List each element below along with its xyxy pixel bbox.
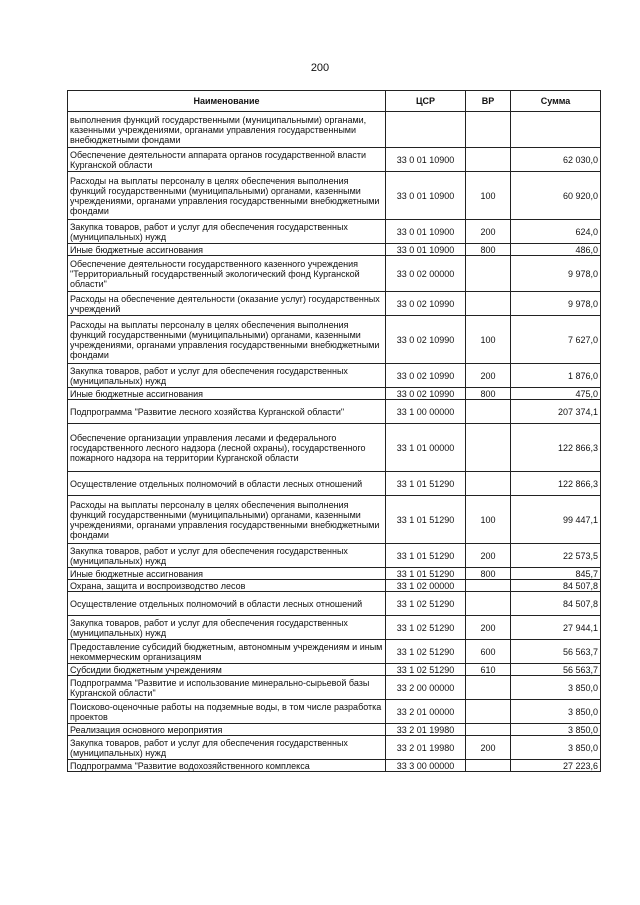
cell-csr: 33 1 01 00000	[386, 424, 466, 472]
table-row	[68, 676, 601, 700]
table-row	[68, 400, 601, 424]
cell-csr: 33 0 02 10990	[386, 364, 466, 388]
cell-vr: 200	[466, 364, 511, 388]
cell-name: Подпрограмма "Развитие водохозяйственного комплекса	[68, 760, 386, 772]
cell-sum: 84 507,8	[511, 580, 601, 592]
cell-csr: 33 0 01 10900	[386, 244, 466, 256]
table-row	[68, 760, 601, 772]
cell-csr: 33 1 02 51290	[386, 640, 466, 664]
cell-csr: 33 2 00 00000	[386, 676, 466, 700]
cell-csr: 33 1 02 00000	[386, 580, 466, 592]
table-row	[68, 112, 601, 148]
cell-csr: 33 1 02 51290	[386, 664, 466, 676]
table-body	[68, 112, 601, 772]
cell-csr: 33 2 01 19980	[386, 736, 466, 760]
cell-csr: 33 1 01 51290	[386, 568, 466, 580]
table-row	[68, 544, 601, 568]
table-header-row	[68, 91, 601, 112]
table-row	[68, 736, 601, 760]
cell-sum: 56 563,7	[511, 664, 601, 676]
cell-sum	[511, 112, 601, 148]
table-row	[68, 256, 601, 292]
cell-csr: 33 0 02 10990	[386, 292, 466, 316]
cell-sum: 845,7	[511, 568, 601, 580]
cell-vr	[466, 472, 511, 496]
cell-sum: 99 447,1	[511, 496, 601, 544]
table-row	[68, 616, 601, 640]
cell-sum: 27 223,6	[511, 760, 601, 772]
table-row	[68, 664, 601, 676]
cell-sum: 3 850,0	[511, 724, 601, 736]
cell-name: Закупка товаров, работ и услуг для обеспечения государственных (муниципальных) нужд	[68, 544, 386, 568]
header-vr: ВР	[466, 91, 511, 112]
table-row	[68, 220, 601, 244]
cell-name: Иные бюджетные ассигнования	[68, 388, 386, 400]
cell-csr: 33 0 02 00000	[386, 256, 466, 292]
table-row	[68, 640, 601, 664]
cell-name: Иные бюджетные ассигнования	[68, 244, 386, 256]
cell-vr: 600	[466, 640, 511, 664]
cell-sum: 7 627,0	[511, 316, 601, 364]
cell-csr: 33 0 01 10900	[386, 172, 466, 220]
cell-vr	[466, 760, 511, 772]
table-row	[68, 496, 601, 544]
cell-name: Закупка товаров, работ и услуг для обеспечения государственных (муниципальных) нужд	[68, 364, 386, 388]
cell-name: Обеспечение организации управления лесами и федерального государственного лесного надзора (лесной охраны), государственного пожарного надзора на территории Курганской области	[68, 424, 386, 472]
cell-name: Охрана, защита и воспроизводство лесов	[68, 580, 386, 592]
cell-sum: 3 850,0	[511, 700, 601, 724]
table-row	[68, 172, 601, 220]
cell-vr	[466, 592, 511, 616]
header-csr: ЦСР	[386, 91, 466, 112]
cell-csr: 33 3 00 00000	[386, 760, 466, 772]
header-sum: Сумма	[511, 91, 601, 112]
cell-sum: 84 507,8	[511, 592, 601, 616]
cell-sum: 624,0	[511, 220, 601, 244]
cell-name: Расходы на обеспечение деятельности (оказание услуг) государственных учреждений	[68, 292, 386, 316]
cell-vr: 800	[466, 244, 511, 256]
table-row	[68, 364, 601, 388]
cell-vr	[466, 256, 511, 292]
cell-vr: 100	[466, 316, 511, 364]
cell-csr: 33 1 01 51290	[386, 472, 466, 496]
cell-vr: 800	[466, 388, 511, 400]
cell-vr	[466, 148, 511, 172]
header-name: Наименование	[68, 91, 386, 112]
cell-csr: 33 1 02 51290	[386, 616, 466, 640]
cell-name: Субсидии бюджетным учреждениям	[68, 664, 386, 676]
cell-csr: 33 1 02 51290	[386, 592, 466, 616]
cell-name: Поисково-оценочные работы на подземные воды, в том числе разработка проектов	[68, 700, 386, 724]
cell-vr: 200	[466, 616, 511, 640]
cell-csr: 33 0 01 10900	[386, 220, 466, 244]
table-row	[68, 568, 601, 580]
table-row	[68, 388, 601, 400]
cell-csr: 33 0 02 10990	[386, 388, 466, 400]
cell-csr: 33 1 00 00000	[386, 400, 466, 424]
table-row	[68, 244, 601, 256]
cell-vr: 200	[466, 736, 511, 760]
cell-name: Закупка товаров, работ и услуг для обеспечения государственных (муниципальных) нужд	[68, 736, 386, 760]
cell-name: Закупка товаров, работ и услуг для обеспечения государственных (муниципальных) нужд	[68, 616, 386, 640]
cell-name: Подпрограмма "Развитие и использование минерально-сырьевой базы Курганской области"	[68, 676, 386, 700]
cell-name: Иные бюджетные ассигнования	[68, 568, 386, 580]
cell-vr: 800	[466, 568, 511, 580]
table-row	[68, 292, 601, 316]
cell-name: Закупка товаров, работ и услуг для обеспечения государственных (муниципальных) нужд	[68, 220, 386, 244]
cell-sum: 27 944,1	[511, 616, 601, 640]
table-row	[68, 592, 601, 616]
cell-sum: 122 866,3	[511, 472, 601, 496]
cell-sum: 475,0	[511, 388, 601, 400]
cell-vr: 610	[466, 664, 511, 676]
table-row	[68, 724, 601, 736]
cell-sum: 56 563,7	[511, 640, 601, 664]
cell-vr	[466, 700, 511, 724]
cell-vr	[466, 424, 511, 472]
cell-name: Реализация основного мероприятия	[68, 724, 386, 736]
cell-sum: 486,0	[511, 244, 601, 256]
table-row	[68, 700, 601, 724]
cell-sum: 207 374,1	[511, 400, 601, 424]
cell-name: Расходы на выплаты персоналу в целях обеспечения выполнения функций государственными (муниципальными) органами, казенными учреждениями, органами управления государственными внебюджетными фондами	[68, 496, 386, 544]
cell-sum: 9 978,0	[511, 292, 601, 316]
cell-vr	[466, 400, 511, 424]
cell-name: выполнения функций государственными (муниципальными) органами, казенными учреждениями, органами управления государственными внебюджетными фондами	[68, 112, 386, 148]
cell-name: Осуществление отдельных полномочий в области лесных отношений	[68, 592, 386, 616]
cell-name: Подпрограмма "Развитие лесного хозяйства Курганской области"	[68, 400, 386, 424]
cell-name: Расходы на выплаты персоналу в целях обеспечения выполнения функций государственными (муниципальными) органами, казенными учреждениями, органами управления государственными внебюджетными фондами	[68, 316, 386, 364]
cell-sum: 60 920,0	[511, 172, 601, 220]
cell-vr: 200	[466, 220, 511, 244]
cell-csr: 33 1 01 51290	[386, 544, 466, 568]
table-row	[68, 316, 601, 364]
cell-vr: 200	[466, 544, 511, 568]
cell-name: Осуществление отдельных полномочий в области лесных отношений	[68, 472, 386, 496]
cell-vr	[466, 580, 511, 592]
cell-sum: 3 850,0	[511, 736, 601, 760]
table-row	[68, 472, 601, 496]
cell-name: Расходы на выплаты персоналу в целях обеспечения выполнения функций государственными (муниципальными) органами, казенными учреждениями, органами управления государственными внебюджетными фондами	[68, 172, 386, 220]
cell-sum: 1 876,0	[511, 364, 601, 388]
cell-name: Предоставление субсидий бюджетным, автономным учреждениям и иным некоммерческим организациям	[68, 640, 386, 664]
cell-name: Обеспечение деятельности аппарата органов государственной власти Курганской области	[68, 148, 386, 172]
cell-sum: 9 978,0	[511, 256, 601, 292]
table-row	[68, 148, 601, 172]
table-row	[68, 424, 601, 472]
page-number: 200	[310, 62, 330, 74]
budget-table	[67, 90, 601, 772]
cell-sum: 122 866,3	[511, 424, 601, 472]
cell-name: Обеспечение деятельности государственного казенного учреждения "Территориальный государственный экологический фонд Курганской области"	[68, 256, 386, 292]
cell-sum: 62 030,0	[511, 148, 601, 172]
cell-csr: 33 0 02 10990	[386, 316, 466, 364]
cell-vr	[466, 676, 511, 700]
cell-vr: 100	[466, 496, 511, 544]
cell-sum: 3 850,0	[511, 676, 601, 700]
cell-csr	[386, 112, 466, 148]
table-row	[68, 580, 601, 592]
cell-csr: 33 2 01 00000	[386, 700, 466, 724]
cell-csr: 33 1 01 51290	[386, 496, 466, 544]
cell-vr: 100	[466, 172, 511, 220]
cell-vr	[466, 292, 511, 316]
cell-sum: 22 573,5	[511, 544, 601, 568]
cell-vr	[466, 724, 511, 736]
cell-csr: 33 0 01 10900	[386, 148, 466, 172]
cell-vr	[466, 112, 511, 148]
cell-csr: 33 2 01 19980	[386, 724, 466, 736]
